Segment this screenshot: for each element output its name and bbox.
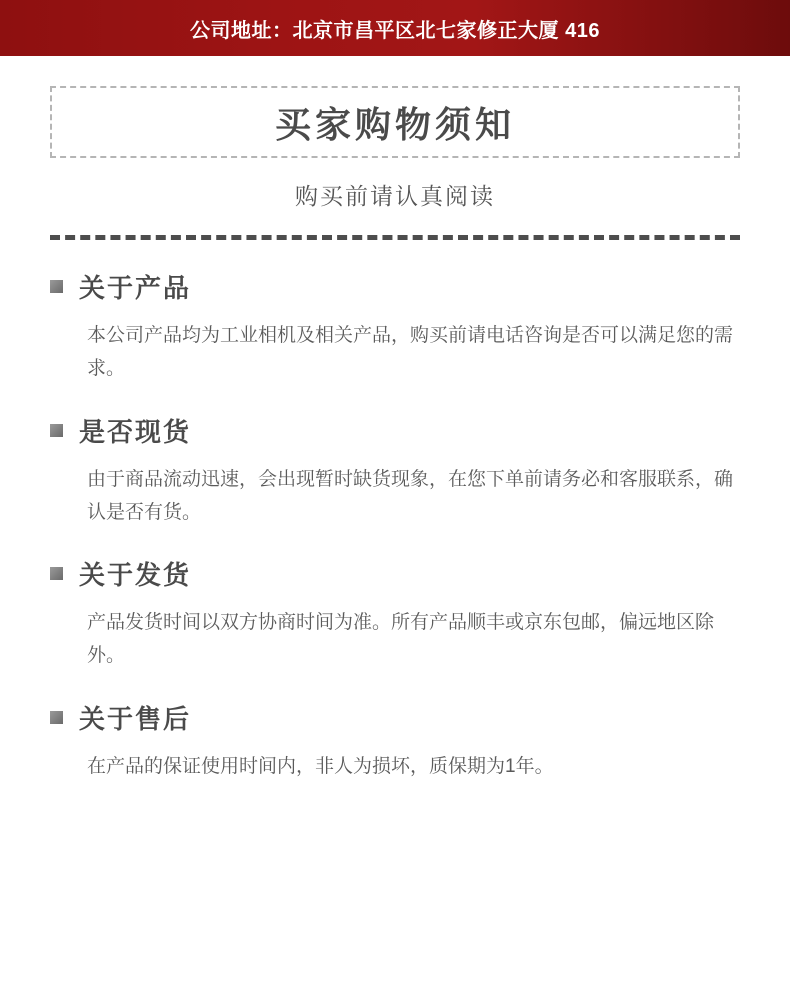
notice-content <box>0 86 790 783</box>
notice-section-body: 产品发货时间以双方协商时间为准。所有产品顺丰或京东包邮，偏远地区除外。 <box>87 612 715 667</box>
notice-section-title: 是否现货 <box>79 416 192 447</box>
square-bullet-icon <box>50 280 63 293</box>
notice-section-body: 由于商品流动迅速，会出现暂时缺货现象，在您下单前请务必和客服联系，确认是否有货。 <box>87 468 734 523</box>
notice-section <box>50 268 740 386</box>
page-title: 买家购物须知 <box>274 103 515 145</box>
notice-section-header <box>50 699 740 736</box>
notice-section-body: 本公司产品均为工业相机及相关产品，购买前请电话咨询是否可以满足您的需求。 <box>87 325 734 380</box>
notice-section <box>50 555 740 673</box>
notice-section <box>50 699 740 783</box>
notice-section-header <box>50 412 740 449</box>
company-address-text: 公司地址：北京市昌平区北七家修正大厦 416 <box>190 19 600 42</box>
square-bullet-icon <box>50 711 63 724</box>
notice-section-header <box>50 555 740 592</box>
section-divider <box>50 235 740 240</box>
notice-section-title: 关于售后 <box>79 703 192 734</box>
company-address-bar <box>0 0 790 56</box>
notice-title-box <box>50 86 740 158</box>
notice-section <box>50 412 740 530</box>
notice-section-title: 关于发货 <box>79 560 192 590</box>
square-bullet-icon <box>50 424 63 437</box>
page-subtitle: 购买前请认真阅读 <box>295 183 495 209</box>
square-bullet-icon <box>50 567 63 580</box>
notice-section-body: 在产品的保证使用时间内，非人为损坏，质保期为1年。 <box>87 755 554 777</box>
notice-section-title: 关于产品 <box>79 273 192 303</box>
notice-section-header <box>50 268 740 305</box>
